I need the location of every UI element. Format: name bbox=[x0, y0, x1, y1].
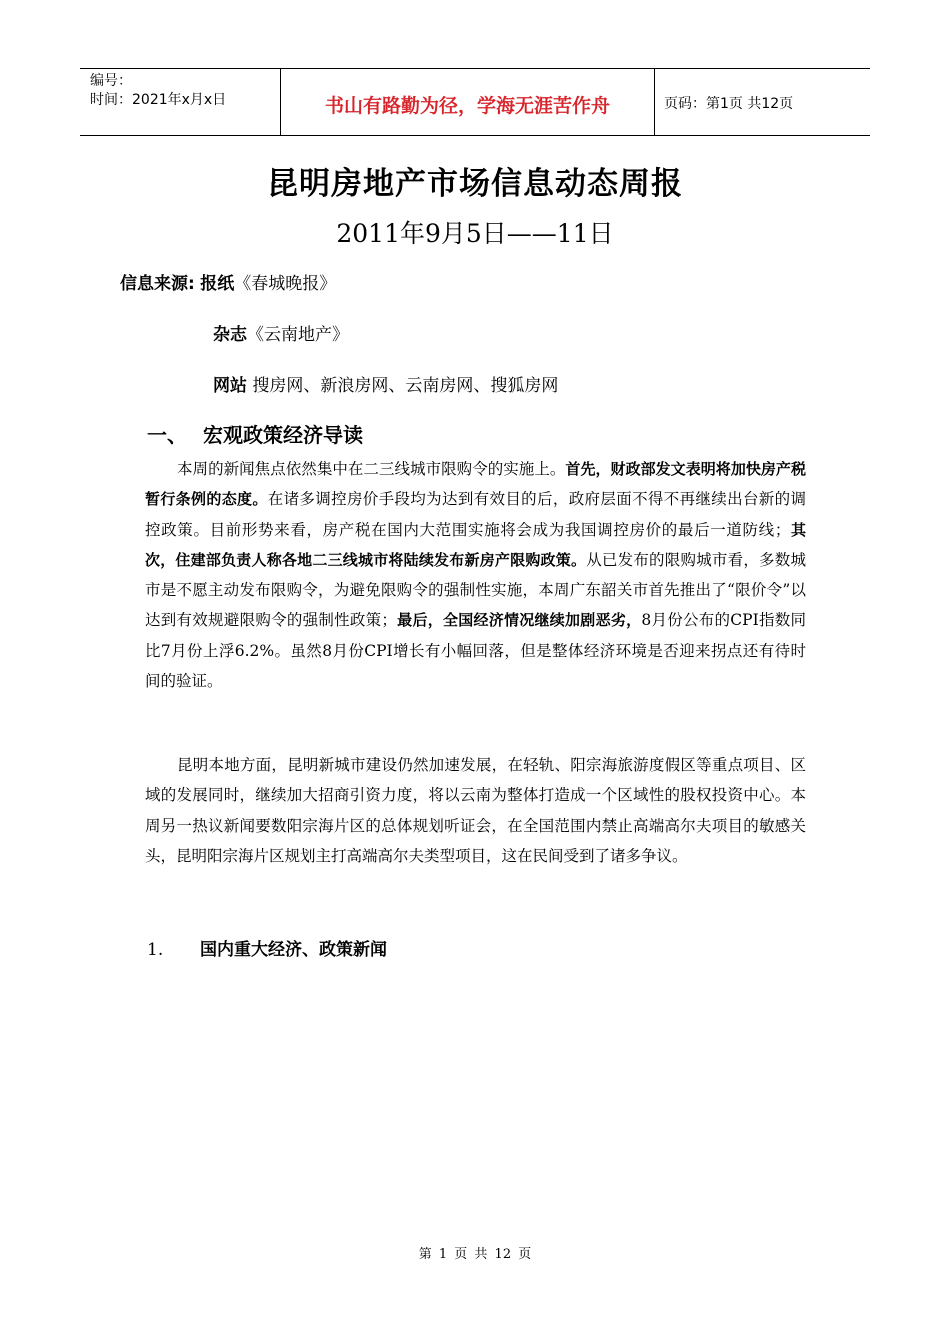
serial-label: 编号： bbox=[90, 73, 132, 89]
paragraph-bold-text: 首先，财政部发文表明将加快房产税暂行条例的态度。 bbox=[145, 460, 806, 509]
time-label: 时间：2021年x月x日 bbox=[90, 92, 227, 108]
source-value: 《云南地产》 bbox=[247, 325, 349, 345]
source-label: 信息来源: bbox=[120, 274, 195, 294]
paragraph-bold-text: 其次，住建部负责人称各地二三线城市将陆续发布新房产限购政策。 bbox=[145, 520, 806, 569]
paragraph-macro-policy bbox=[145, 454, 806, 696]
source-line-website bbox=[213, 373, 558, 399]
subsection-heading bbox=[147, 936, 387, 964]
page-footer: 第 1 页 共 12 页 bbox=[418, 1247, 532, 1262]
paragraph-bold-text: 最后，全国经济情况继续加剧恶劣， bbox=[396, 611, 642, 630]
subsection-title: 国内重大经济、政策新闻 bbox=[200, 940, 387, 960]
source-value: 搜房网、新浪房网、云南房网、搜狐房网 bbox=[247, 376, 559, 396]
document-date-range: 2011年9月5日——11日 bbox=[336, 219, 614, 248]
section-number: 一、 bbox=[147, 423, 187, 447]
paragraph-text: 从已发布的限购城市看，多数城市是不愿主动发布限购令，为避免限购令的强制性实施，本周广东韶关市首先推出了“限价令”以达到有效规避限购令的强制性政策； bbox=[145, 550, 806, 630]
subsection-number: 1. bbox=[147, 940, 164, 960]
source-line-newspaper bbox=[120, 271, 336, 297]
section-heading bbox=[147, 420, 363, 450]
source-type: 杂志 bbox=[213, 325, 247, 345]
header-page-info: 页码：第1页 共12页 bbox=[664, 96, 794, 112]
paragraph-kunming-local: 昆明本地方面，昆明新城市建设仍然加速发展，在轻轨、阳宗海旅游度假区等重点项目、区域的发展同时，继续加大招商引资力度，将以云南为整体打造成一个区域性的股权投资中心。本周另一热议新闻要数阳宗海片区的总体规划听证会，在全国范围内禁止高端高尔夫项目的敏感关头，昆明阳宗海片区规划主打高端高尔夫类型项目，这在民间受到了诸多争议。 bbox=[145, 756, 806, 865]
header-motto: 书山有路勤为径，学海无涯苦作舟 bbox=[281, 69, 655, 135]
paragraph-text: 8月份公布的CPI指数同比7月份上浮6.2%。虽然8月份CPI增长有小幅回落，但是整体经济环境是否迎来拐点还有待时间的验证。 bbox=[145, 611, 806, 691]
section-title: 宏观政策经济导读 bbox=[203, 423, 363, 447]
paragraph-text: 本周的新闻焦点依然集中在二三线城市限购令的实施上。 bbox=[177, 460, 566, 478]
header-meta-cell bbox=[80, 69, 281, 135]
source-type: 报纸 bbox=[200, 274, 235, 294]
source-line-magazine bbox=[213, 322, 349, 348]
source-type: 网站 bbox=[213, 376, 247, 396]
paragraph-text: 在诸多调控房价手段均为达到有效目的后，政府层面不得不再继续出台新的调控政策。目前形势来看，房产税在国内大范围实施将会成为我国调控房价的最后一道防线； bbox=[145, 490, 806, 539]
source-value: 《春城晚报》 bbox=[234, 274, 337, 294]
header-table bbox=[80, 68, 870, 136]
document-title: 昆明房地产市场信息动态周报 bbox=[267, 166, 683, 202]
